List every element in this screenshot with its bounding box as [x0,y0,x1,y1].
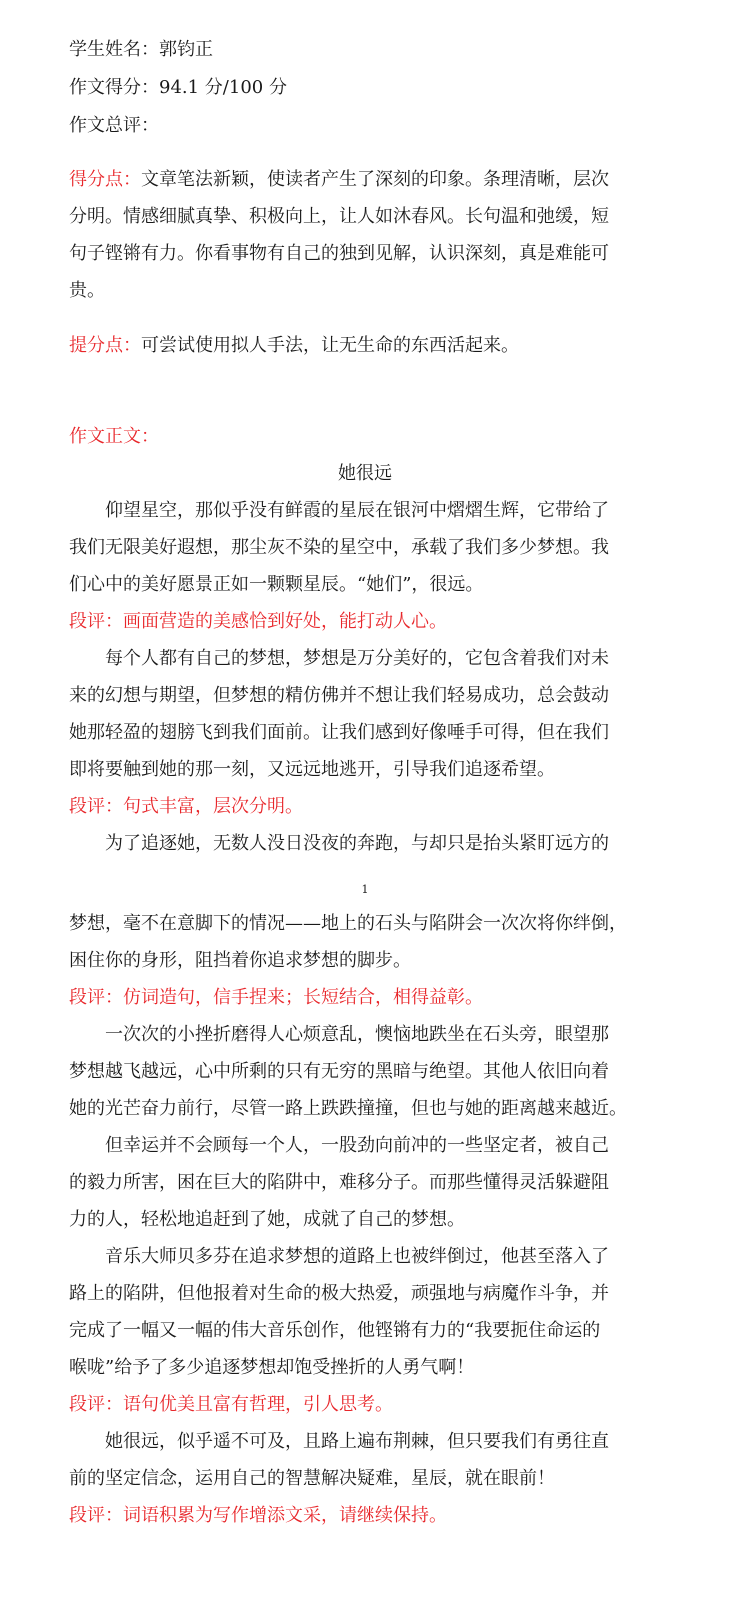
review-label: 作文总评： [69,115,159,136]
comment-5-text: 词语积累为写作增添文采，请继续保持。 [123,1505,447,1526]
para1-line-1: 仰望星空，那似乎没有鲜霞的星辰在银河中熠熠生辉，它带给了 [105,500,609,521]
comment-2 [69,794,661,820]
strengths-line-1 [69,167,661,193]
para5-line-2: 的毅力所害，困在巨大的陷阱中，难移分子。而那些懂得灵活躲避阻 [69,1172,609,1193]
comment-5 [69,1503,661,1529]
comment-1-text: 画面营造的美感恰到好处，能打动人心。 [123,611,447,632]
page-number: 1 [361,883,369,896]
score-label: 作文得分： [69,77,159,98]
student-name-line [69,37,661,63]
strengths-line-3: 句子铿锵有力。你看事物有自己的独到见解，认识深刻，真是难能可 [69,243,609,264]
para1-line-2: 我们无限美好遐想，那尘灰不染的星空中，承载了我们多少梦想。我 [69,537,609,558]
comment-2-label: 段评： [69,796,123,817]
score-value: 94.1 分/100 分 [159,77,287,98]
para4-line-1: 一次次的小挫折磨得人心烦意乱，懊恼地跌坐在石头旁，眼望那 [105,1024,609,1045]
para6-line-1: 音乐大师贝多芬在追求梦想的道路上也被绊倒过，他甚至落入了 [105,1246,609,1267]
strengths-line-4: 贵。 [69,280,105,301]
comment-5-label: 段评： [69,1505,123,1526]
para5-line-1: 但幸运并不会顾每一个人，一股劲向前冲的一些坚定者，被自己 [105,1135,609,1156]
para2-line-3: 她那轻盈的翅膀飞到我们面前。让我们感到好像唾手可得，但在我们 [69,722,609,743]
comment-4-text: 语句优美且富有哲理，引人思考。 [123,1394,393,1415]
para2-line-1: 每个人都有自己的梦想，梦想是万分美好的，它包含着我们对未 [105,648,609,669]
improve-line [69,333,661,359]
essay-title: 她很远 [338,463,392,484]
para4-line-2: 梦想越飞越远，心中所剩的只有无穷的黑暗与绝望。其他人依旧向着 [69,1061,609,1082]
para7-line-2: 前的坚定信念，运用自己的智慧解决疑难，星辰，就在眼前！ [69,1468,555,1489]
comment-1 [69,609,661,635]
comment-3-label: 段评： [69,987,123,1008]
para6-line-4: 喉咙”给予了多少追逐梦想却饱受挫折的人勇气啊！ [69,1357,475,1378]
para1-line-3: 们心中的美好愿景正如一颗颗星辰。“她们”，很远。 [69,574,484,595]
comment-3 [69,985,661,1011]
score-line [69,75,661,101]
comment-2-text: 句式丰富，层次分明。 [123,796,303,817]
improve-label: 提分点： [69,335,141,356]
improve-text: 可尝试使用拟人手法，让无生命的东西活起来。 [141,335,519,356]
para2-line-4: 即将要触到她的那一刻，又远远地逃开，引导我们追逐希望。 [69,759,555,780]
para6-line-2: 路上的陷阱，但他报着对生命的极大热爱，顽强地与病魔作斗争，并 [69,1283,609,1304]
para7-line-1: 她很远，似乎遥不可及，且路上遍布荆棘，但只要我们有勇往直 [105,1431,609,1452]
review-heading [69,113,661,139]
student-name-value: 郭钧正 [159,39,213,60]
para6-line-3: 完成了一幅又一幅的伟大音乐创作，他铿锵有力的“我要扼住命运的 [69,1320,601,1341]
para3-line-2: 梦想，毫不在意脚下的情况——地上的石头与陷阱会一次次将你绊倒， [69,913,627,934]
strengths-line-2: 分明。情感细腻真挚、积极向上，让人如沐春风。长句温和弛缓，短 [69,206,609,227]
para2-line-2: 来的幻想与期望，但梦想的精仿佛并不想让我们轻易成功，总会鼓动 [69,685,609,706]
strengths-text-1: 文章笔法新颖，使读者产生了深刻的印象。条理清晰，层次 [141,169,609,190]
student-name-label: 学生姓名： [69,39,159,60]
comment-4 [69,1392,661,1418]
para3-line-1: 为了追逐她，无数人没日没夜的奔跑，与却只是抬头紧盯远方的 [105,833,609,854]
para3-line-3: 困住你的身形，阻挡着你追求梦想的脚步。 [69,950,411,971]
comment-1-label: 段评： [69,611,123,632]
para5-line-3: 力的人，轻松地追赶到了她，成就了自己的梦想。 [69,1209,465,1230]
strengths-label: 得分点： [69,169,141,190]
comment-3-text: 仿词造句，信手捏来；长短结合，相得益彰。 [123,987,483,1008]
comment-4-label: 段评： [69,1394,123,1415]
para4-line-3: 她的光芒奋力前行，尽管一路上跌跌撞撞，但也与她的距离越来越近。 [69,1098,627,1119]
essay-label: 作文正文： [69,426,159,447]
